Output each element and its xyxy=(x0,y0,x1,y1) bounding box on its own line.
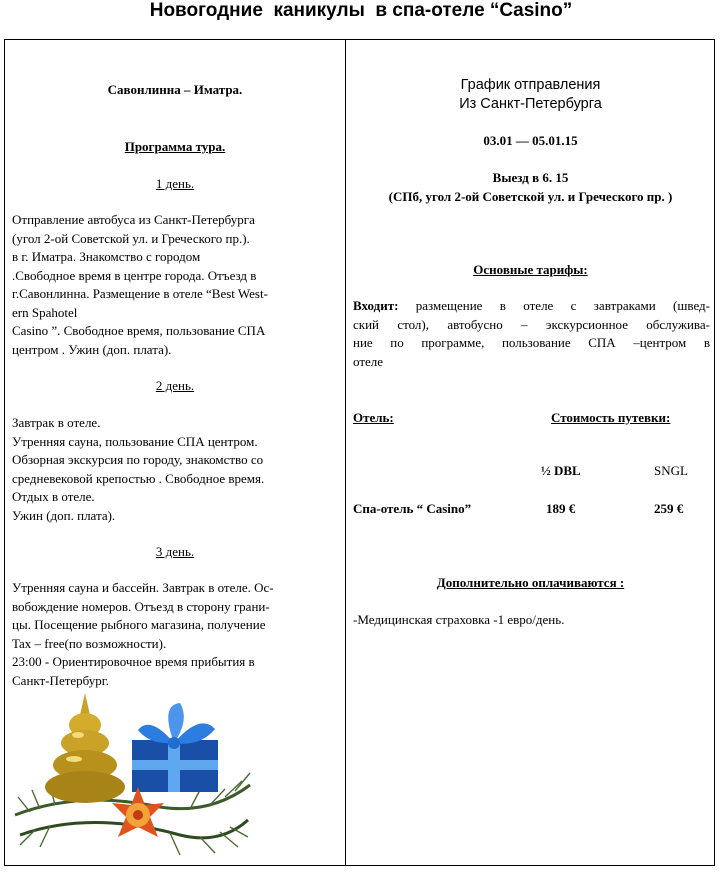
sngl-header: SNGL xyxy=(654,463,688,478)
dbl-price: 189 € xyxy=(546,501,576,516)
day-3-label: 3 день. xyxy=(155,544,195,559)
includes-text: Входит: размещение в отеле с завтраками (швед- ский стол), автобусно – экскурсионное обслужива- ние по программе, пользование СПА –центром в отеле xyxy=(353,298,710,369)
day-3-text: Утренняя сауна и бассейн. Завтрак в отеле. Ос- вобождение номеров. Отъезд в сторону грани- цы. Посещение рыбного магазина, получение Tax – free(по возможности). 23:00 - Ориентировочное время прибытия в Санкт-Петербург. xyxy=(12,580,274,688)
departure-place: (СПб, угол 2-ой Советской ул. и Греческого пр. ) xyxy=(388,189,673,204)
hotel-column-header: Отель: xyxy=(353,410,394,425)
extra-payment-item: -Медицинская страховка -1 евро/день. xyxy=(353,612,565,627)
day-1-text: Отправление автобуса из Санкт-Петербурга (угол 2-ой Советской ул. и Греческого пр.). в г. Иматра. Знакомство с городом .Свободное время в центре города. Отъезд в г.Савонлинна. Размещение в отеле “Best West- ern Spahotel Casino ”. Свободное время, пользование СПА центром . Ужин (доп. плата). xyxy=(12,212,268,357)
day-2-label: 2 день. xyxy=(155,378,195,393)
day-1-label: 1 день. xyxy=(155,176,195,191)
departure-time: Выезд в 6. 15 xyxy=(492,170,569,185)
dbl-header: ½ DBL xyxy=(541,463,581,478)
schedule-title-line2: Из Санкт-Петербурга xyxy=(459,96,602,112)
price-column-header: Стоимость путевки: xyxy=(551,410,671,425)
christmas-decoration-image xyxy=(10,685,255,863)
column-divider xyxy=(345,39,346,866)
route-heading: Савонлинна – Иматра. xyxy=(107,82,243,97)
includes-label: Входит: xyxy=(353,298,399,313)
sngl-price: 259 € xyxy=(654,501,684,516)
page-title: Новогодние каникулы в спа-отеле “Casino” xyxy=(149,0,573,21)
gold-tree-icon xyxy=(45,693,125,803)
program-heading: Программа тура. xyxy=(124,139,226,154)
tour-dates: 03.01 — 05.01.15 xyxy=(483,133,578,148)
day-2-text: Завтрак в отеле. Утренняя сауна, пользование СПА центром. Обзорная экскурсия по городу, знакомство со средневековой крепостью . Свободное время. Отдых в отеле. Ужин (доп. плата). xyxy=(12,415,265,523)
schedule-title-line1: График отправления xyxy=(460,77,601,93)
hotel-name: Спа-отель “ Casino” xyxy=(353,501,472,516)
blue-gift-box-icon xyxy=(132,703,218,792)
tariffs-heading: Основные тарифы: xyxy=(473,262,588,277)
extra-payments-heading: Дополнительно оплачиваются : xyxy=(436,575,625,590)
